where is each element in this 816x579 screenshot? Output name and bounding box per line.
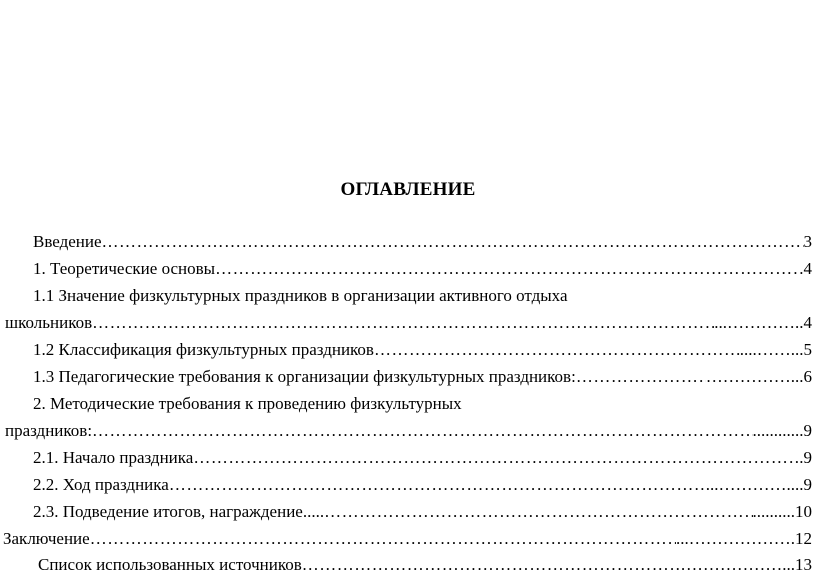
toc-dot-leader — [90, 526, 676, 552]
toc-entry-2-first-line — [33, 391, 812, 417]
toc-entry-theory — [33, 256, 812, 282]
toc-entry-page: ....……...5 — [739, 340, 812, 359]
toc-entry-page: ...…………....9 — [705, 475, 812, 494]
toc-entry-2-1 — [33, 445, 812, 471]
toc-dot-leader — [324, 499, 752, 525]
toc-entry-page: .9 — [799, 448, 812, 467]
toc-title: ОГЛАВЛЕНИЕ — [340, 179, 476, 200]
toc-entry-page: ............9 — [752, 421, 812, 440]
toc-dot-leader — [92, 310, 714, 336]
toc-entry-label: 1.1 Значение физкультурных праздников в организации активного отдыха — [33, 286, 568, 305]
toc-entry-label: 2.3. Подведение итогов, награждение..... — [33, 502, 325, 521]
toc-entry-1-3 — [33, 364, 812, 390]
toc-dot-leader — [576, 364, 706, 390]
toc-dot-leader — [215, 256, 799, 282]
toc-entry-2-2 — [33, 472, 812, 498]
toc-entry-page: ...…………..4 — [714, 313, 812, 332]
toc-entry-label: 1. Теоретические основы — [33, 259, 216, 278]
toc-entry-label: Заключение — [3, 529, 90, 548]
toc-entry-page: ..........10 — [752, 502, 812, 521]
toc-entry-references — [38, 552, 812, 578]
toc-entry-page: ………………...13 — [680, 555, 812, 574]
toc-entry-conclusion — [3, 526, 812, 552]
toc-entry-page: .4 — [799, 259, 812, 278]
toc-entry-label: 2. Методические требования к проведению физкультурных — [33, 394, 462, 413]
toc-entry-2-3 — [33, 499, 812, 525]
toc-dot-leader — [374, 337, 740, 363]
toc-entry-label: школьников — [5, 313, 93, 332]
toc-entry-page: 3 — [803, 232, 812, 251]
toc-entry-label: праздников: — [5, 421, 93, 440]
toc-entry-2-continuation — [5, 418, 812, 444]
toc-entry-page: ...……………….12 — [676, 529, 812, 548]
toc-entry-label: 2.2. Ход праздника — [33, 475, 169, 494]
toc-dot-leader — [102, 229, 804, 255]
toc-entry-1-2 — [33, 337, 812, 363]
toc-dot-leader — [169, 472, 706, 498]
toc-entry-label: 1.3 Педагогические требования к организации физкультурных праздников: — [33, 367, 576, 386]
toc-entry-1-1-continuation — [5, 310, 812, 336]
toc-entry-page: ……………...6 — [705, 367, 812, 386]
toc-entry-introduction — [33, 229, 812, 255]
toc-entry-label: 2.1. Начало праздника — [33, 448, 194, 467]
toc-entry-label: Список использованных источников — [38, 555, 302, 574]
toc-entry-label: Введение — [33, 232, 102, 251]
toc-dot-leader — [92, 418, 752, 444]
toc-dot-leader — [302, 552, 681, 578]
toc-entry-1-1-first-line — [33, 283, 812, 309]
toc-entry-label: 1.2 Классификация физкультурных праздников — [33, 340, 374, 359]
toc-dot-leader — [193, 445, 799, 471]
